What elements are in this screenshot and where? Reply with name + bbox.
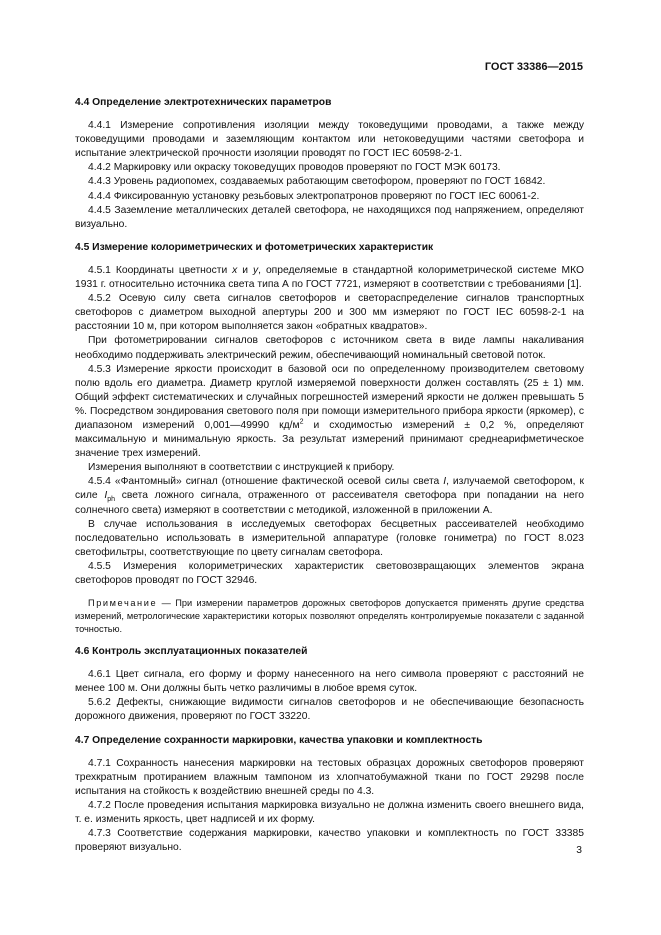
document-id: ГОСТ 33386—2015 (484, 61, 583, 73)
paragraph-4-7-1: 4.7.1 Сохранность нанесения маркировки на тестовых образцах дорожных светофоров проверяют трехкратным протиранием влажным тампоном из хлопчатобумажной ткани по ГОСТ 29298 после испытания на стойкость к воздействию внешней среды по 4.3. (75, 757, 584, 797)
section-4-7-heading: 4.7 Определение сохранности маркировки, качества упаковки и комплектность (75, 734, 483, 746)
paragraph-4-4-2: 4.4.2 Маркировку или окраску токоведущих проводов проверяют по ГОСТ МЭК 60173. (88, 162, 501, 174)
page-body (75, 96, 584, 855)
paragraph-4-5-3: 4.5.3 Измерение яркости происходит в базовой оси по определенному производителем световому полю вдоль его диаметра. Диаметр круглой измеряемой поверхности должен составлять (25 ± 1) мм. Общий эффект систематических и случайных погрешностей измерений яркости не должен превышать 5 %. Посредством зондирования светового поля при помощи измерительного прибора яркости (яркомер), с диапазоном измерений 0,001—49990 $кд/м^2$ и сходимостью измерений ± 0,2 %, определяют максимальную и минимальную яркость. За результат измерений принимают среднеарифметическое значение трех измерений. (75, 363, 584, 460)
paragraph-5-6-2: 5.6.2 Дефекты, снижающие видимости сигналов светофоров и не обеспечивающие безопасность дорожного движения, проверяют по ГОСТ 33220. (75, 697, 584, 723)
paragraph-4-5-3-instructions: Измерения выполняют в соответствии с инструкцией к прибору. (88, 462, 395, 474)
paragraph-4-4-3: 4.4.3 Уровень радиопомех, создаваемых работающим светофором, проверяют по ГОСТ 16842. (88, 176, 546, 188)
paragraph-4-7-2: 4.7.2 После проведения испытания маркировка визуально не должна изменить своего внешнего вида, т. е. изменить яркость, цвет надписей и их форму. (75, 799, 584, 826)
paragraph-4-5-4: 4.5.4 «Фантомный» сигнал (отношение фактической осевой силы света I, излучаемой светофором, к силе $I_{ph}$ света ложного сигнала, отраженного от рассеивателя светофора при попадании на него солнечного света) измеряют в соответствии с методикой, изложенной в приложении А. (75, 476, 584, 516)
paragraph-4-5-2: 4.5.2 Осевую силу света сигналов светофоров и светораспределение сигналов транспортных светофоров с диаметром выходной апертуры 200 и 300 мм измеряют по ГОСТ IEC 60598-2-1 на расстоянии 10 м, при котором выполняется закон «обратных квадратов». (75, 293, 584, 333)
paragraph-4-5-4-diffusers: В случае использования в исследуемых светофорах бесцветных рассеивателей необходимо последовательно использовать в измерительной аппаратуре (головке гониметра) по ГОСТ 8.023 светофильтры, соответствующие по цвету сигналам светофора. (75, 518, 584, 558)
paragraph-4-5-2-note: При фотометрировании сигналов светофоров с источником света в виде лампы накаливания необходимо поддерживать электрический режим, обеспечивающий номинальный световой поток. (75, 335, 584, 361)
paragraph-4-5-5: 4.5.5 Измерения колориметрических характеристик световозвращающих элементов экрана светофоров проводят по ГОСТ 32946. (75, 560, 584, 586)
note-text: — При измерении параметров дорожных светофоров допускается применять другие средства измерений, метрологические характеристики которых позволяют определять контролируемые показатели с заданной точностью. (75, 598, 584, 635)
section-4-6-heading: 4.6 Контроль эксплуатационных показателей (75, 646, 308, 658)
paragraph-4-6-1: 4.6.1 Цвет сигнала, его форму и форму нанесенного на него символа проверяют с расстояний не менее 100 м. Они должны быть четко различимы в любое время суток. (75, 669, 584, 695)
paragraph-4-4-5: 4.4.5 Заземление металлических деталей светофора, не находящихся под напряжением, определяют визуально. (75, 204, 584, 230)
section-4-5-heading: 4.5 Измерение колориметрических и фотометрических характеристик (75, 241, 434, 253)
paragraph-4-4-1: 4.4.1 Измерение сопротивления изоляции между токоведущими проводами, а также между токоведущими проводами и заземляющим контактом или нетоковедущими частями светофора и испытание электрической прочности изоляции проводят по ГОСТ IEC 60598-2-1. (75, 120, 584, 160)
paragraph-4-4-4: 4.4.4 Фиксированную установку резьбовых электропатронов проверяют по ГОСТ IEC 60061-2. (88, 190, 540, 202)
page-number: 3 (576, 845, 582, 856)
paragraph-4-5-1: 4.5.1 Координаты цветности x и y, определяемые в стандартной колориметрической системе МКО 1931 г. относительно источника света типа А по ГОСТ 7721, измеряют в соответствии с требованиями [1]. (75, 264, 585, 291)
paragraph-4-7-3: 4.7.3 Соответствие содержания маркировки, качество упаковки и комплектность по ГОСТ 33385 проверяют визуально. (75, 828, 584, 854)
section-4-4-heading: 4.4 Определение электротехнических параметров (75, 97, 332, 108)
note-label: Примечание (88, 598, 158, 609)
note (75, 597, 584, 636)
